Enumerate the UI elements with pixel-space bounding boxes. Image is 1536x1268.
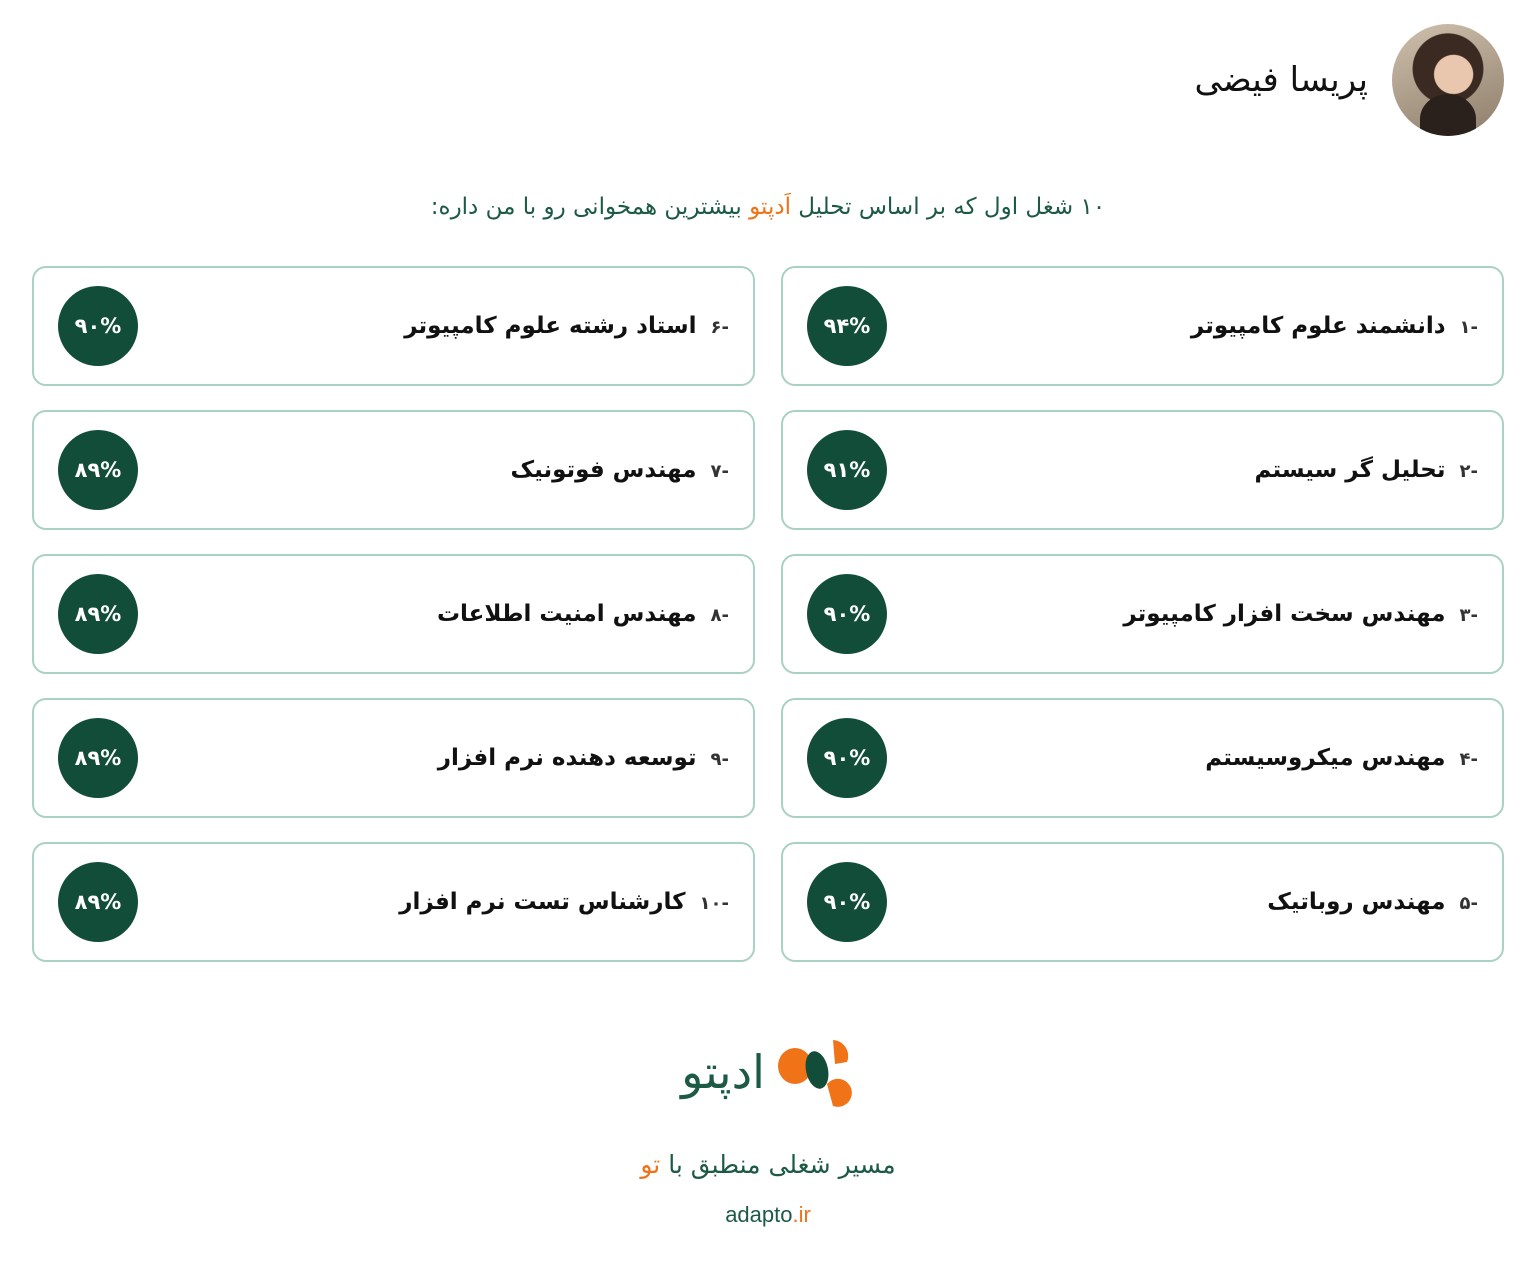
job-rank: -۵	[1459, 893, 1478, 914]
match-score-badge: ۹۰%	[807, 862, 887, 942]
job-card[interactable]	[32, 842, 755, 962]
subtitle-brand: اَدپتو	[749, 194, 791, 220]
job-title: تحلیل گر سیستم	[1254, 457, 1446, 483]
job-title: کارشناس تست نرم افزار	[399, 889, 686, 915]
job-title: استاد رشته علوم کامپیوتر	[404, 313, 697, 339]
match-score-badge: ۸۹%	[58, 574, 138, 654]
job-rank: -۲	[1459, 461, 1478, 482]
job-card[interactable]	[781, 410, 1504, 530]
match-score-badge: ۸۹%	[58, 862, 138, 942]
job-card[interactable]	[32, 698, 755, 818]
tagline-text: مسیر شغلی منطبق با	[660, 1150, 896, 1179]
job-title: مهندس امنیت اطلاعات	[436, 601, 697, 627]
results-subtitle	[0, 194, 1536, 220]
job-card[interactable]	[32, 410, 755, 530]
match-score-badge: ۹۱%	[807, 430, 887, 510]
match-score-badge: ۸۹%	[58, 430, 138, 510]
jobs-grid	[32, 266, 1504, 962]
subtitle-before: ۱۰ شغل اول که بر اساس تحلیل	[791, 194, 1106, 220]
logo-wordmark: ادپتو	[681, 1045, 765, 1099]
tagline-accent: تو	[640, 1150, 661, 1179]
job-rank: -۱	[1459, 317, 1478, 338]
job-title: مهندس سخت افزار کامپیوتر	[1123, 601, 1446, 627]
job-rank: -۳	[1459, 605, 1478, 626]
job-title-group	[1267, 889, 1478, 915]
job-rank: -۸	[710, 605, 729, 626]
job-title: مهندس فوتونیک	[510, 457, 697, 483]
website-link[interactable]	[0, 1202, 1536, 1228]
job-rank: -۷	[710, 461, 729, 482]
subtitle-after: بیشترین همخوانی رو با من داره:	[430, 194, 750, 220]
logo-group	[681, 1036, 855, 1108]
job-title: مهندس روباتیک	[1267, 889, 1446, 915]
profile-header	[1194, 24, 1504, 136]
job-title-group	[1254, 457, 1478, 483]
job-title-group	[438, 745, 729, 771]
job-title: توسعه دهنده نرم افزار	[437, 745, 697, 771]
job-title-group	[404, 313, 729, 339]
adapto-logo	[0, 1036, 1536, 1108]
job-rank: -۴	[1459, 749, 1478, 770]
job-title-group	[1123, 601, 1478, 627]
job-title-group	[511, 457, 729, 483]
avatar	[1392, 24, 1504, 136]
job-title-group	[1191, 313, 1478, 339]
match-score-badge: ۹۰%	[807, 574, 887, 654]
job-rank: -۶	[710, 317, 729, 338]
job-card[interactable]	[781, 698, 1504, 818]
job-title: مهندس میکروسیستم	[1205, 745, 1446, 771]
job-title-group	[437, 601, 729, 627]
match-score-badge: ۹۰%	[807, 718, 887, 798]
job-card[interactable]	[781, 842, 1504, 962]
match-score-badge: ۹۰%	[58, 286, 138, 366]
match-score-badge: ۹۴%	[807, 286, 887, 366]
match-score-badge: ۸۹%	[58, 718, 138, 798]
user-name: پریسا فیضی	[1194, 60, 1368, 100]
job-rank: -۹	[710, 749, 729, 770]
site-name: adapto	[725, 1202, 793, 1227]
job-card[interactable]	[781, 266, 1504, 386]
job-title-group	[399, 889, 729, 915]
job-title: دانشمند علوم کامپیوتر	[1190, 313, 1446, 339]
adapto-mark-icon	[775, 1036, 855, 1108]
job-rank: -۱۰	[699, 893, 729, 914]
tagline	[0, 1150, 1536, 1179]
job-card[interactable]	[781, 554, 1504, 674]
job-title-group	[1205, 745, 1478, 771]
job-card[interactable]	[32, 266, 755, 386]
site-tld: .ir	[792, 1202, 811, 1227]
job-card[interactable]	[32, 554, 755, 674]
